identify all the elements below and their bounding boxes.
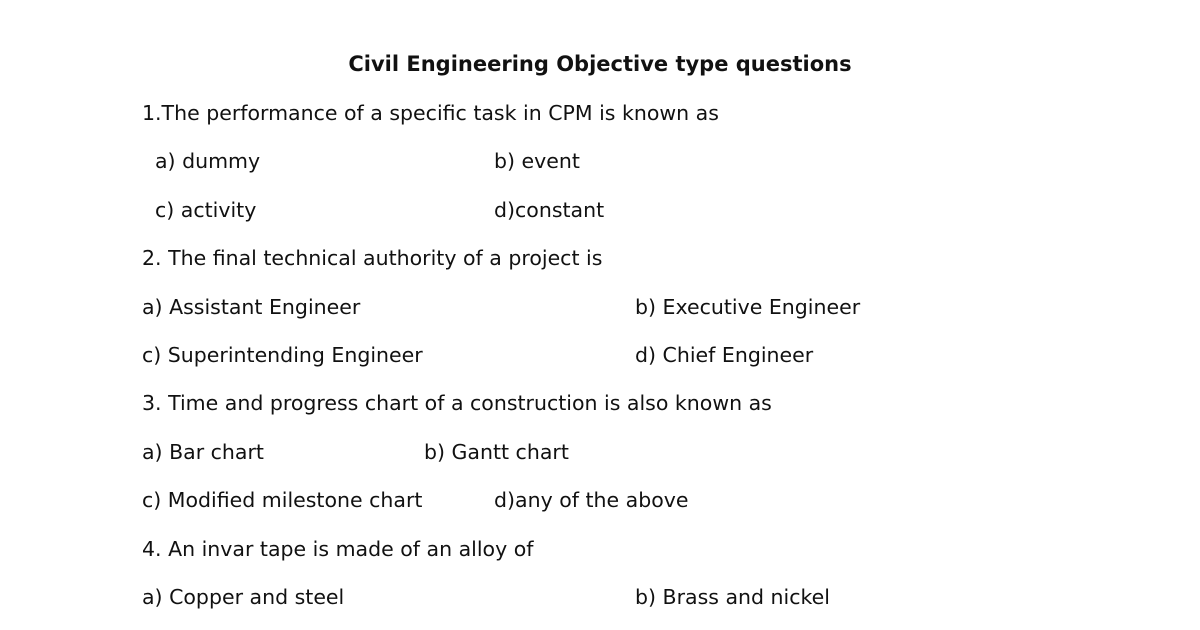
question-3-option-c: c) Modified milestone chart xyxy=(142,488,423,512)
question-1-option-a: a) dummy xyxy=(155,149,261,173)
question-3-option-b: b) Gantt chart xyxy=(424,440,569,464)
question-1-option-b: b) event xyxy=(494,149,580,173)
question-1-option-d: d)constant xyxy=(494,198,605,222)
question-4-option-b: b) Brass and nickel xyxy=(635,585,830,609)
page-title: Civil Engineering Objective type questions xyxy=(348,52,852,76)
question-4-option-a: a) Copper and steel xyxy=(142,585,345,609)
question-2-option-d: d) Chief Engineer xyxy=(635,343,814,367)
question-4: 4. An invar tape is made of an alloy of xyxy=(142,537,534,561)
question-2-option-b: b) Executive Engineer xyxy=(635,295,861,319)
question-3-option-a: a) Bar chart xyxy=(142,440,264,464)
question-1-option-c: c) activity xyxy=(155,198,257,222)
question-3-option-d: d)any of the above xyxy=(494,488,689,512)
question-1: 1.The performance of a specific task in CPM is known as xyxy=(142,101,719,125)
question-2-option-a: a) Assistant Engineer xyxy=(142,295,361,319)
question-2: 2. The final technical authority of a project is xyxy=(142,246,603,270)
question-3: 3. Time and progress chart of a construction is also known as xyxy=(142,391,772,415)
question-2-option-c: c) Superintending Engineer xyxy=(142,343,423,367)
